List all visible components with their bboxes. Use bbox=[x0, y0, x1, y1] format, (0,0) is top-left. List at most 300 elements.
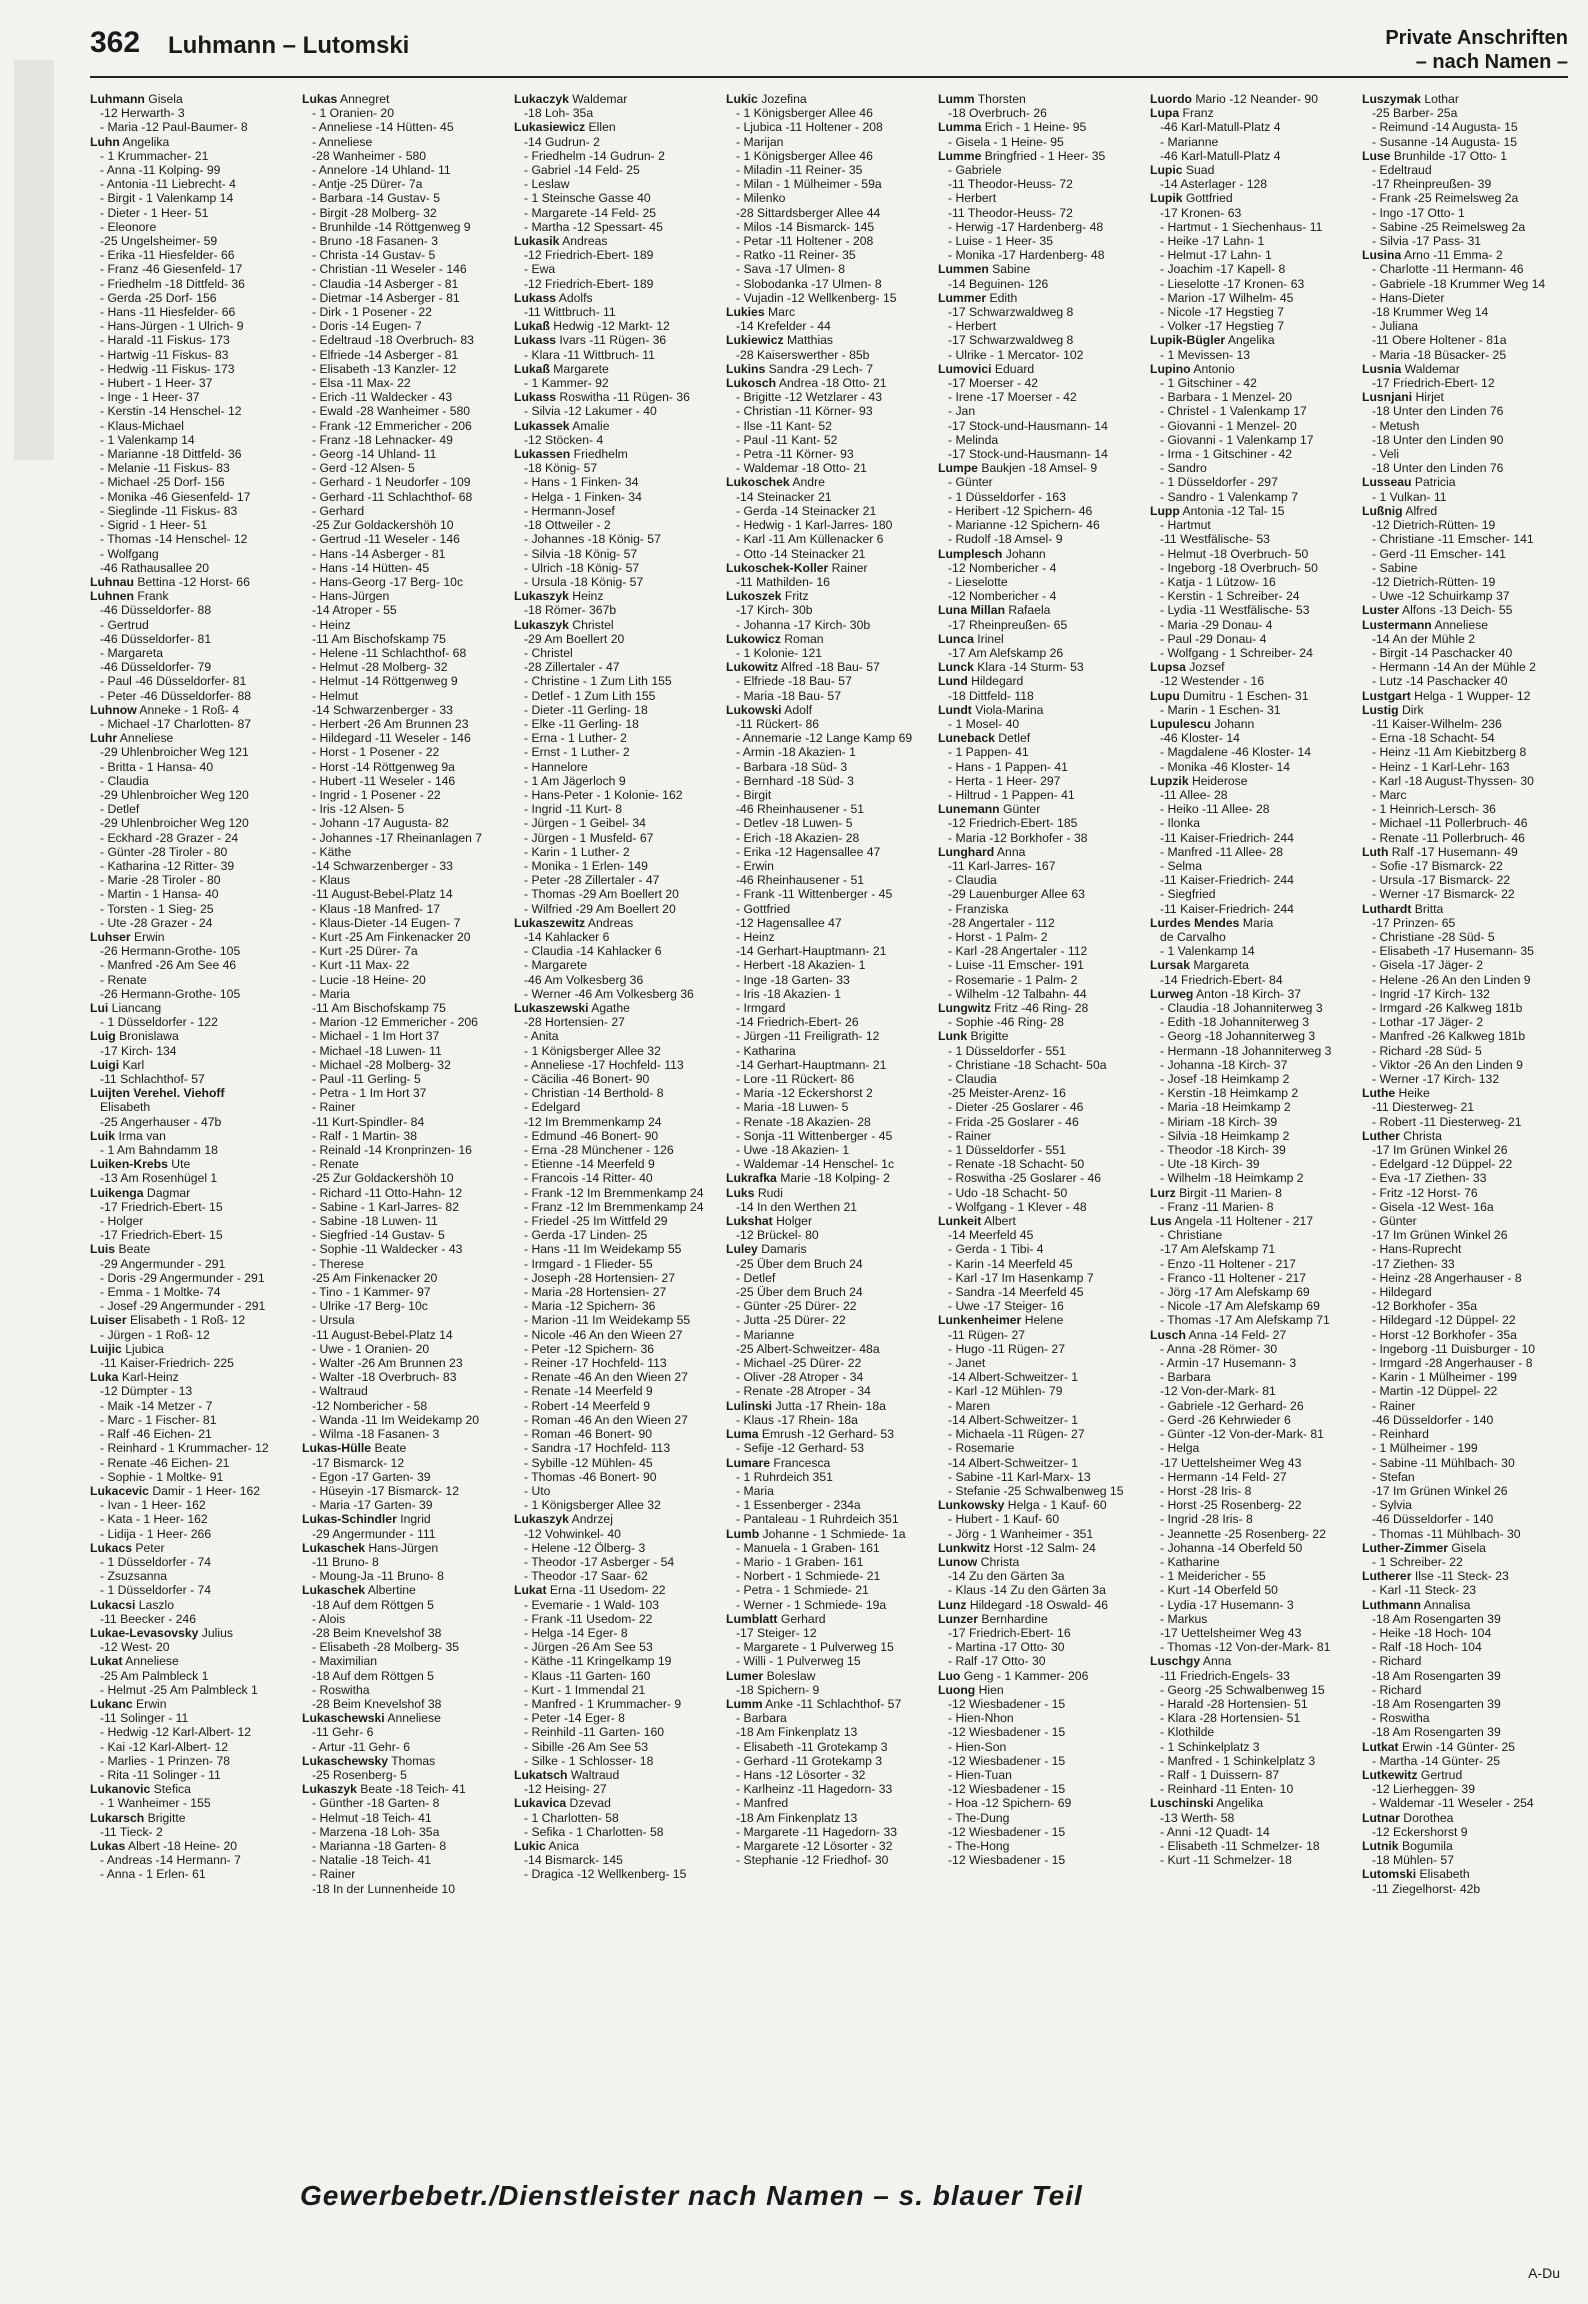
address-line: - Helmut -14 Röttgenweg 9 bbox=[312, 674, 458, 689]
given-name: Dirk bbox=[1398, 702, 1424, 717]
address-line: - Natalie -18 Teich- 41 bbox=[312, 1853, 431, 1868]
surname-entry bbox=[514, 1839, 719, 1853]
given-name: Heinz bbox=[568, 589, 604, 604]
surname: Lutnar bbox=[1362, 1810, 1400, 1825]
address-line: - Karin - 1 Mülheimer - 199 bbox=[1372, 1370, 1517, 1385]
surname-entry bbox=[726, 1669, 931, 1683]
address-line: - Klaus -18 Manfred- 17 bbox=[312, 901, 441, 916]
address-line: - Jan bbox=[948, 404, 976, 419]
address-line: - 1 Oranien- 20 bbox=[312, 106, 394, 121]
address-line: - Manfred bbox=[736, 1796, 789, 1811]
surname: Lunkeit bbox=[938, 1214, 982, 1229]
address-line: - Maria -18 Bau- 57 bbox=[736, 688, 841, 703]
surname-entry bbox=[90, 1001, 295, 1015]
given-name: Gisela bbox=[144, 92, 183, 106]
given-name: Andre bbox=[789, 475, 825, 490]
address-line: - Maren bbox=[948, 1398, 990, 1413]
address-line: - Marc bbox=[1372, 787, 1407, 802]
address-line: -12 Lierheggen- 39 bbox=[1372, 1782, 1475, 1797]
address-line: -12 Borkhofer - 35a bbox=[1372, 1299, 1478, 1314]
surname-entry bbox=[302, 1754, 507, 1768]
surname: Lukanc bbox=[90, 1696, 133, 1711]
address-line: -14 Steinacker 21 bbox=[736, 489, 832, 504]
address-line: - Miladin -11 Reiner- 35 bbox=[736, 163, 863, 178]
address-line: -12 Herwarth- 3 bbox=[100, 106, 185, 121]
address-line: - Richard bbox=[1372, 1682, 1422, 1697]
surname: Luhr bbox=[90, 731, 118, 746]
surname-entry bbox=[1362, 618, 1560, 632]
address-line: - Brigitte -12 Wetzlarer - 43 bbox=[736, 390, 883, 405]
address-line: - 1 Königsberger Allee 46 bbox=[736, 148, 873, 163]
address-line: -12 Friedrich-Ebert- 189 bbox=[524, 276, 654, 291]
surname: Lukrafka bbox=[726, 1171, 777, 1186]
surname: Lukaszyk bbox=[514, 1512, 569, 1527]
address-line: - Franz -18 Lehnacker- 49 bbox=[312, 432, 453, 447]
surname: Lustermann bbox=[1362, 617, 1432, 632]
given-name: Birgit -11 Marien- 8 bbox=[1175, 1185, 1282, 1200]
address-line: - Marzena -18 Loh- 35a bbox=[312, 1824, 440, 1839]
address-line: - Nicole -17 Am Alefskamp 69 bbox=[1160, 1299, 1320, 1314]
address-line: - Stephanie -12 Friedhof- 30 bbox=[736, 1853, 889, 1868]
surname: Lunca bbox=[938, 631, 974, 646]
address-line: - Friedhelm -18 Dittfeld- 36 bbox=[100, 276, 245, 291]
address-line: - 1 Steinsche Gasse 40 bbox=[524, 191, 651, 206]
address-line: -12 Hagensallee 47 bbox=[736, 915, 842, 930]
surname: Lupzik bbox=[1150, 773, 1189, 788]
address-line: -11 Ziegelhorst- 42b bbox=[1372, 1881, 1481, 1896]
surname: Lukic bbox=[726, 92, 758, 106]
address-line: - Margareta bbox=[100, 645, 163, 660]
address-line: - Barbara - 1 Menzel- 20 bbox=[1160, 390, 1293, 405]
surname: Lus bbox=[1150, 1214, 1172, 1229]
address-line: -18 Spichern- 9 bbox=[736, 1682, 820, 1697]
address-line: - Marijan bbox=[736, 134, 784, 149]
surname: Lupik bbox=[1150, 191, 1183, 206]
address-line: - Herbert -26 Am Brunnen 23 bbox=[312, 716, 469, 731]
address-line: - Monika -17 Hardenberg- 48 bbox=[948, 248, 1105, 263]
given-name: Erna -11 Usedom- 22 bbox=[546, 1583, 666, 1598]
address-line: - Robert -11 Diesterweg- 21 bbox=[1372, 1114, 1522, 1129]
address-line: - Gerhard - 1 Neudorfer - 109 bbox=[312, 475, 471, 490]
address-line: -29 Angermunder - 111 bbox=[312, 1526, 436, 1541]
address-line: -14 Albert-Schweitzer- 1 bbox=[948, 1455, 1079, 1470]
address-line: - Erika -12 Hagensallee 47 bbox=[736, 844, 881, 859]
address-line: - 1 Mevissen- 13 bbox=[1160, 347, 1251, 362]
address-line: - 1 Mülheimer - 199 bbox=[1372, 1441, 1478, 1456]
address-line: - Rainer bbox=[312, 1100, 356, 1115]
address-line: - Ute -28 Grazer - 24 bbox=[100, 915, 213, 930]
given-name: Ljubica bbox=[121, 1341, 164, 1356]
address-line: - Irma - 1 Gitschiner - 42 bbox=[1160, 447, 1293, 462]
address-line: - The-Dung bbox=[948, 1810, 1010, 1825]
directory-column-6 bbox=[1150, 92, 1355, 2172]
address-line: - Ingeborg -18 Overbruch- 50 bbox=[1160, 560, 1318, 575]
address-line: - 1 Vulkan- 11 bbox=[1372, 489, 1447, 504]
address-line: - Frida -25 Goslarer - 46 bbox=[948, 1114, 1079, 1129]
surname: Lutomski bbox=[1362, 1867, 1417, 1882]
address-line: - Ewa bbox=[524, 262, 556, 277]
address-line: - Ralf - 1 Duissern- 87 bbox=[1160, 1767, 1280, 1782]
given-name: Beate -18 Teich- 41 bbox=[356, 1782, 466, 1797]
address-line: -18 Loh- 35a bbox=[524, 106, 594, 121]
address-line: - Siegfried bbox=[1160, 887, 1216, 902]
address-line: - Zsuzsanna bbox=[100, 1569, 168, 1584]
address-line: - Juliana bbox=[1372, 319, 1419, 334]
given-name: Anneliese bbox=[1431, 617, 1489, 632]
footer-note: Gewerbebetr./Dienstleister nach Namen – s. blauer Teil bbox=[300, 2180, 1083, 2211]
given-name: Gertrud bbox=[1417, 1767, 1463, 1782]
address-line: - Hartwig -11 Fiskus- 83 bbox=[100, 347, 229, 362]
address-line: - Manfred - 1 Schinkelplatz 3 bbox=[1160, 1753, 1316, 1768]
given-name: Peter bbox=[132, 1540, 165, 1555]
surname-entry bbox=[726, 1612, 931, 1626]
surname: Lusina bbox=[1362, 248, 1402, 263]
address-line: - Karlheinz -11 Hagedorn- 33 bbox=[736, 1782, 893, 1797]
address-line: - Sieglinde -11 Fiskus- 83 bbox=[100, 503, 238, 518]
surname: Lukies bbox=[726, 305, 765, 320]
given-name: Waldemar bbox=[568, 92, 628, 106]
address-line: - 1 Schreiber- 22 bbox=[1372, 1554, 1463, 1569]
address-line: - Armin -17 Husemann- 3 bbox=[1160, 1356, 1297, 1371]
surname-entry bbox=[1150, 1214, 1355, 1228]
surname: Lukshat bbox=[726, 1214, 773, 1229]
address-line: - Gisela - 1 Heine- 95 bbox=[948, 134, 1064, 149]
address-line: - Renate bbox=[312, 1157, 359, 1172]
surname: Lukoschek-Koller bbox=[726, 560, 829, 575]
address-line: - Inge -18 Garten- 33 bbox=[736, 972, 850, 987]
address-line: - Anneliese -17 Hochfeld- 113 bbox=[524, 1057, 684, 1072]
address-line: -12 Nombericher - 4 bbox=[948, 589, 1057, 604]
address-line: - Volker -17 Hegstieg 7 bbox=[1160, 319, 1284, 334]
address-line: - Sabine - 1 Karl-Jarres- 82 bbox=[312, 1199, 459, 1214]
address-line: - Hans -14 Hütten- 45 bbox=[312, 560, 430, 575]
address-line: - Gertrud -11 Weseler - 146 bbox=[312, 532, 460, 547]
address-line: - Christiane -28 Süd- 5 bbox=[1372, 929, 1495, 944]
address-line: - Nicole -46 An den Wieen 27 bbox=[524, 1327, 683, 1342]
given-name: Christa bbox=[1399, 1128, 1442, 1143]
address-line: - Helene -26 An den Linden 9 bbox=[1372, 972, 1531, 987]
given-name: Ivars -11 Rügen- 36 bbox=[556, 333, 667, 348]
given-name: Hildegard bbox=[967, 674, 1024, 689]
given-name: Liancang bbox=[108, 1001, 162, 1015]
address-line: -25 Über dem Bruch 24 bbox=[736, 1256, 863, 1271]
surname-entry bbox=[1150, 1186, 1355, 1200]
address-line: - Stefan bbox=[1372, 1469, 1415, 1484]
address-line: - Gerd -11 Emscher- 141 bbox=[1372, 546, 1506, 561]
address-line: - Michael -25 Dorf- 156 bbox=[100, 475, 225, 490]
address-line: -14 Albert-Schweitzer- 1 bbox=[948, 1370, 1079, 1385]
address-line: - Christa -14 Gustav- 5 bbox=[312, 248, 436, 263]
address-line: - Karl -11 Am Küllenacker 6 bbox=[736, 532, 884, 547]
address-line: -17 Rheinpreußen- 39 bbox=[1372, 177, 1492, 192]
address-line: - Barbara bbox=[1160, 1370, 1211, 1385]
address-line: - Maria -18 Heimkamp 2 bbox=[1160, 1100, 1291, 1115]
address-line: - Egon -17 Garten- 39 bbox=[312, 1469, 431, 1484]
address-line: - Birgit -28 Molberg- 32 bbox=[312, 205, 437, 220]
surname-entry bbox=[938, 461, 1143, 475]
address-line: - Gerhard -11 Grotekamp 3 bbox=[736, 1753, 883, 1768]
directory-column-1 bbox=[90, 92, 295, 2172]
address-line: -18 Auf dem Röttgen 5 bbox=[312, 1597, 434, 1612]
surname: Lulinski bbox=[726, 1398, 773, 1413]
address-line: - 1 Düsseldorfer - 551 bbox=[948, 1143, 1066, 1158]
given-name: Anneliese bbox=[384, 1711, 441, 1726]
address-line: - Uwe -17 Steiger- 16 bbox=[948, 1299, 1064, 1314]
address-line: -18 Am Finkenplatz 13 bbox=[736, 1810, 858, 1825]
address-line: - Erich -11 Waldecker - 43 bbox=[312, 390, 453, 405]
address-line: - Marianna -18 Garten- 8 bbox=[312, 1838, 447, 1853]
surname: Lukassen bbox=[514, 447, 571, 462]
address-line: - 1 Pappen- 41 bbox=[948, 745, 1029, 760]
address-line: - Fritz -12 Horst- 76 bbox=[1372, 1185, 1478, 1200]
address-line: - Karl -18 August-Thyssen- 30 bbox=[1372, 773, 1534, 788]
address-line: -14 Kahlacker 6 bbox=[524, 929, 610, 944]
address-line: -17 Prinzen- 65 bbox=[1372, 915, 1456, 930]
name-range: Luhmann – Lutomski bbox=[168, 32, 410, 59]
surname: Lukaszyk bbox=[514, 589, 569, 604]
address-line: - Renate bbox=[100, 972, 147, 987]
surname-entry bbox=[938, 1001, 1143, 1015]
address-line: - Friedhelm -14 Gudrun- 2 bbox=[524, 148, 665, 163]
address-line: -11 Gehr- 6 bbox=[312, 1725, 374, 1740]
address-line: - Heinz bbox=[736, 929, 775, 944]
given-name: Ellen bbox=[585, 120, 616, 135]
surname-entry bbox=[302, 1441, 507, 1455]
address-line: - Udo -18 Schacht- 50 bbox=[948, 1185, 1068, 1200]
given-name: Beate bbox=[115, 1242, 151, 1257]
surname: Lukic bbox=[514, 1838, 546, 1853]
surname-entry bbox=[90, 731, 295, 745]
address-line: - Hildegard -12 Düppel- 22 bbox=[1372, 1313, 1516, 1328]
address-line: - Kurt -11 Max- 22 bbox=[312, 958, 410, 973]
address-line: - Mario - 1 Graben- 161 bbox=[736, 1554, 864, 1569]
address-line: - Waldemar -18 Otto- 21 bbox=[736, 461, 867, 476]
surname-entry bbox=[726, 1242, 931, 1256]
address-line: -11 Theodor-Heuss- 72 bbox=[948, 177, 1073, 192]
address-line: - 1 Düsseldorfer - 74 bbox=[100, 1583, 212, 1598]
given-name: Franz bbox=[1179, 106, 1214, 121]
surname-entry bbox=[1150, 774, 1355, 788]
address-line: - Waldemar -11 Weseler - 254 bbox=[1372, 1796, 1534, 1811]
address-line: - Karl -12 Mühlen- 79 bbox=[948, 1384, 1063, 1399]
address-line: - Richard -11 Otto-Hahn- 12 bbox=[312, 1185, 463, 1200]
surname-entry bbox=[514, 291, 719, 305]
surname: Luhser bbox=[90, 929, 131, 944]
address-line: - Torsten - 1 Sieg- 25 bbox=[100, 901, 214, 916]
given-name: Mario -12 Neander- 90 bbox=[1191, 92, 1318, 106]
surname: Lunkenheimer bbox=[938, 1313, 1022, 1328]
surname: Lungwitz bbox=[938, 1001, 991, 1015]
surname-entry bbox=[938, 120, 1143, 134]
address-line: -14 Gudrun- 2 bbox=[524, 134, 600, 149]
surname-entry bbox=[938, 149, 1143, 163]
address-line: - Hermann -18 Johanniterweg 3 bbox=[1160, 1043, 1332, 1058]
address-line: - 1 Charlotten- 58 bbox=[524, 1810, 619, 1825]
address-line: - Michael -25 Dürer- 22 bbox=[736, 1356, 862, 1371]
address-line: - Klaus bbox=[312, 873, 350, 888]
address-line: -11 Beecker - 246 bbox=[100, 1611, 196, 1626]
surname: Lukanovic bbox=[90, 1782, 151, 1797]
address-line: -28 Hortensien- 27 bbox=[524, 1015, 625, 1030]
surname: Lukae-Levasovsky bbox=[90, 1625, 199, 1640]
address-line: - Milenko bbox=[736, 191, 786, 206]
address-line: -46 Am Volkesberg 36 bbox=[524, 972, 644, 987]
address-line: - Sabine bbox=[1372, 560, 1418, 575]
address-line: - Hien-Tuan bbox=[948, 1767, 1012, 1782]
address-line: - Ljubica -11 Holtener - 208 bbox=[736, 120, 883, 135]
surname: Luis bbox=[90, 1242, 116, 1257]
given-name: Ingrid bbox=[396, 1512, 431, 1527]
given-name: Detlef bbox=[994, 731, 1031, 746]
address-line: - Ursula -17 Bismarck- 22 bbox=[1372, 873, 1511, 888]
surname: Lunow bbox=[938, 1554, 978, 1569]
address-line: - 1 Valenkamp 14 bbox=[100, 432, 195, 447]
address-line: - Gerhard bbox=[312, 503, 365, 518]
surname-entry bbox=[938, 603, 1143, 617]
address-line: - Waltraud bbox=[312, 1384, 368, 1399]
given-name: Erwin -14 Günter- 25 bbox=[1398, 1739, 1516, 1754]
given-name: Helene bbox=[1021, 1313, 1064, 1328]
address-line: - Frank -12 Im Bremmenkamp 24 bbox=[524, 1185, 704, 1200]
address-line: - Miriam -18 Kirch- 39 bbox=[1160, 1114, 1278, 1129]
given-name: Fritz bbox=[781, 589, 809, 604]
address-line: - Elisabeth -13 Kanzler- 12 bbox=[312, 361, 457, 376]
address-line: - Margarete -14 Feld- 25 bbox=[524, 205, 657, 220]
given-name: Alfons -13 Deich- 55 bbox=[1399, 603, 1513, 618]
address-line: - Margarete -12 Lösorter - 32 bbox=[736, 1838, 893, 1853]
address-line: - Franziska bbox=[948, 901, 1009, 916]
address-line: - Franco -11 Holtener - 217 bbox=[1160, 1270, 1307, 1285]
address-line: - Katharina bbox=[736, 1043, 796, 1058]
given-name: Viola-Marina bbox=[971, 702, 1044, 717]
address-line: -46 Rathausallee 20 bbox=[100, 560, 210, 575]
address-line: - Erika -11 Hiesfelder- 66 bbox=[100, 248, 235, 263]
address-line: - Herta - 1 Heer- 297 bbox=[948, 773, 1061, 788]
given-name: Helga - 1 Kauf- 60 bbox=[1004, 1498, 1107, 1513]
surname-entry bbox=[938, 1541, 1143, 1555]
given-name: Johann bbox=[1210, 716, 1255, 731]
address-line: - Edelgard -12 Düppel- 22 bbox=[1372, 1157, 1513, 1172]
surname: Lukat bbox=[514, 1583, 547, 1598]
address-line: - Jörg - 1 Wanheimer - 351 bbox=[948, 1526, 1094, 1541]
surname-entry bbox=[90, 1129, 295, 1143]
address-line: - Sefika - 1 Charlotten- 58 bbox=[524, 1824, 664, 1839]
address-line: - Hubert -11 Weseler - 146 bbox=[312, 773, 456, 788]
given-name: Dzevad bbox=[566, 1796, 611, 1811]
address-line: -11 Am Bischofskamp 75 bbox=[312, 631, 446, 646]
address-line: - Dirk - 1 Posener - 22 bbox=[312, 305, 432, 320]
surname: Lundt bbox=[938, 702, 972, 717]
surname: Lumovici bbox=[938, 361, 992, 376]
surname-entry bbox=[938, 1612, 1143, 1626]
address-line: - Kerstin - 1 Schreiber- 24 bbox=[1160, 589, 1300, 604]
address-line: - 1 Düsseldorfer - 297 bbox=[1160, 475, 1278, 490]
address-line: - Marc - 1 Fischer- 81 bbox=[100, 1412, 217, 1427]
address-line: - Sandro bbox=[1160, 461, 1207, 476]
address-line: -46 Düsseldorfer - 140 bbox=[1372, 1512, 1494, 1527]
address-line: -12 Brückel- 80 bbox=[736, 1228, 819, 1243]
address-line: - Sybille -12 Mühlen- 45 bbox=[524, 1455, 653, 1470]
address-line: - Uwe - 1 Oranien- 20 bbox=[312, 1341, 430, 1356]
address-line: - Klaus -14 Zu den Gärten 3a bbox=[948, 1583, 1106, 1598]
directory-column-2 bbox=[302, 92, 507, 2172]
address-line: -17 Stock-und-Hausmann- 14 bbox=[948, 447, 1108, 462]
given-name: Erwin bbox=[132, 1696, 167, 1711]
address-line: - Etienne -14 Meerfeld 9 bbox=[524, 1157, 655, 1172]
address-line: - Hartmut - 1 Siechenhaus- 11 bbox=[1160, 219, 1323, 234]
given-name: Heike bbox=[1395, 1086, 1430, 1101]
address-line: - Norbert - 1 Schmiede- 21 bbox=[736, 1569, 881, 1584]
address-line: - Christiane -11 Emscher- 141 bbox=[1372, 532, 1534, 547]
address-line: - Edmund -46 Bonert- 90 bbox=[524, 1128, 659, 1143]
address-line: - 1 Heinrich-Lersch- 36 bbox=[1372, 802, 1496, 817]
surname-entry bbox=[1362, 689, 1560, 703]
address-line: - Ralf -17 Otto- 30 bbox=[948, 1654, 1046, 1669]
address-line: - Hedwig -11 Fiskus- 173 bbox=[100, 361, 235, 376]
surname: Lumma bbox=[938, 120, 982, 135]
address-line: -12 Wiesbadener - 15 bbox=[948, 1782, 1066, 1797]
surname-entry bbox=[1150, 362, 1355, 376]
surname: Luthe bbox=[1362, 1086, 1396, 1101]
surname: Lukas-Schindler bbox=[302, 1512, 397, 1527]
address-line: -46 Rheinhausener - 51 bbox=[736, 873, 865, 888]
address-line: -14 Asterlager - 128 bbox=[1160, 177, 1268, 192]
given-name: Annegret bbox=[337, 92, 390, 106]
address-line: - Ursula bbox=[312, 1313, 355, 1328]
surname-entry bbox=[938, 291, 1143, 305]
address-line: - Edeltraud bbox=[1372, 163, 1432, 178]
address-line: -18 Römer- 367b bbox=[524, 603, 617, 618]
given-name: Bronislawa bbox=[115, 1029, 179, 1044]
address-line: - Frank -11 Wittenberger - 45 bbox=[736, 887, 893, 902]
address-line: - 1 Kolonie- 121 bbox=[736, 645, 823, 660]
address-line: -25 Über dem Bruch 24 bbox=[736, 1285, 863, 1300]
address-line: - Waldemar -14 Henschel- 1c bbox=[736, 1157, 895, 1172]
address-line: - Margarete - 1 Pulverweg 15 bbox=[736, 1640, 894, 1655]
surname: Lutnik bbox=[1362, 1838, 1399, 1853]
address-line: - Renate -18 Schacht- 50 bbox=[948, 1157, 1085, 1172]
address-line: - Moung-Ja -11 Bruno- 8 bbox=[312, 1569, 444, 1584]
address-line: -14 Gerhart-Hauptmann- 21 bbox=[736, 1057, 887, 1072]
surname: Lukas bbox=[90, 1838, 126, 1853]
address-line: - Elfriede -18 Bau- 57 bbox=[736, 674, 852, 689]
surname: Lukoschek bbox=[726, 475, 790, 490]
surname: Luma bbox=[726, 1427, 759, 1442]
address-line: - Sandra -14 Meerfeld 45 bbox=[948, 1285, 1084, 1300]
given-name: Erwin bbox=[130, 929, 165, 944]
given-name: Klara -14 Sturm- 53 bbox=[973, 660, 1084, 675]
surname: Lukass bbox=[514, 290, 557, 305]
address-line: -17 Im Grünen Winkel 26 bbox=[1372, 1143, 1508, 1158]
given-name: Dagmar bbox=[143, 1185, 191, 1200]
address-line: -11 Solinger - 11 bbox=[100, 1711, 189, 1726]
address-line: - Petra -11 Körner- 93 bbox=[736, 447, 854, 462]
surname-entry bbox=[1150, 92, 1355, 106]
address-line: - Karin -14 Meerfeld 45 bbox=[948, 1256, 1073, 1271]
address-line: - Günter -25 Dürer- 22 bbox=[736, 1299, 857, 1314]
address-line: - Claudia -14 Kahlacker 6 bbox=[524, 944, 662, 959]
address-line: - Ingrid -28 Iris- 8 bbox=[1160, 1512, 1253, 1527]
given-name: Andrea -18 Otto- 21 bbox=[776, 376, 887, 391]
address-line: -14 In den Werthen 21 bbox=[736, 1199, 858, 1214]
address-line: - Frank -11 Usedom- 22 bbox=[524, 1611, 653, 1626]
address-line: - Wilma -18 Fasanen- 3 bbox=[312, 1427, 440, 1442]
surname: Lupino bbox=[1150, 361, 1191, 376]
given-name: Damir - 1 Heer- 162 bbox=[148, 1483, 261, 1498]
address-line: - 1 Valenkamp 14 bbox=[1160, 944, 1255, 959]
address-line: - Hans -11 Im Weidekamp 55 bbox=[524, 1242, 682, 1257]
surname-entry bbox=[514, 120, 719, 134]
